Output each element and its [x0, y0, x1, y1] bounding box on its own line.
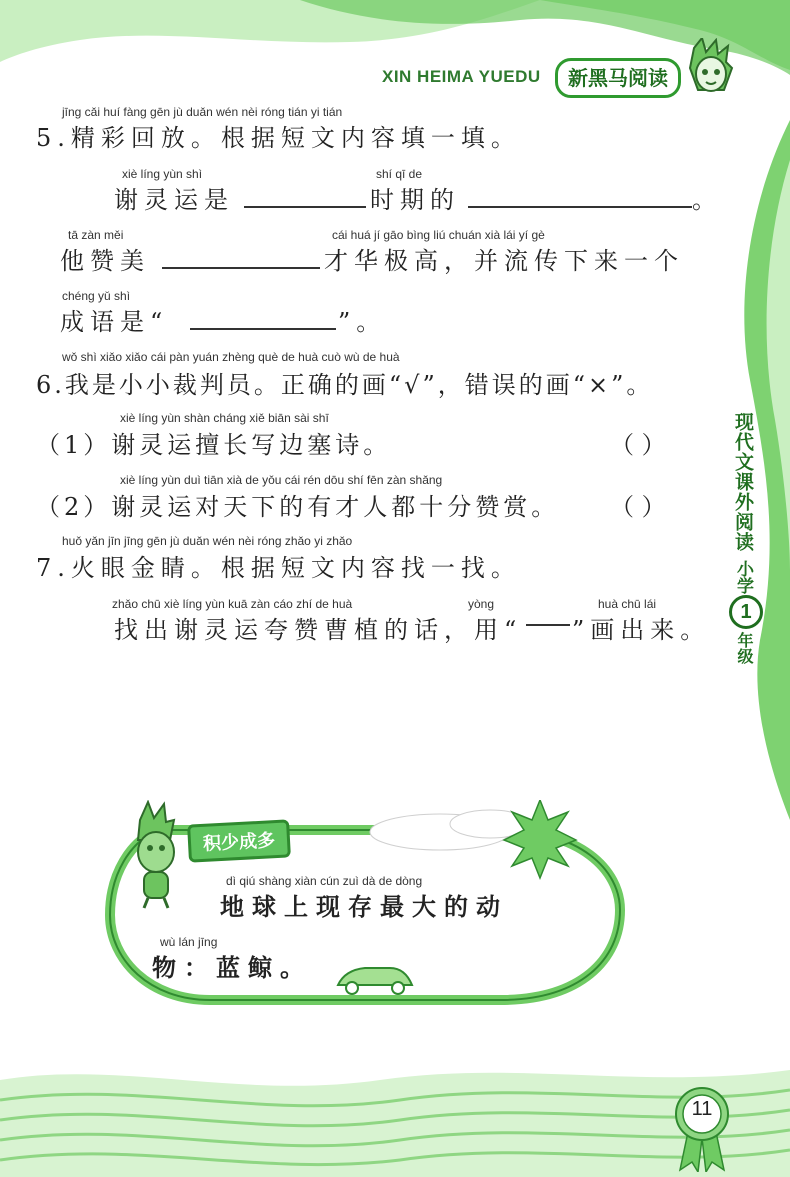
pinyin: wù lán jīng — [160, 935, 218, 949]
statement-text: （2）谢灵运对天下的有才人都十分赞赏。 — [36, 493, 560, 521]
statement-text: （1）谢灵运擅长写边塞诗。 — [36, 431, 392, 459]
sentence-text: 时期的 — [370, 186, 460, 214]
sentence-text: 成语是“ — [60, 308, 169, 336]
tip-text: 物：蓝鲸。 — [152, 953, 312, 982]
pinyin: tā zàn měi — [68, 228, 124, 242]
tip-label-badge: 积少成多 — [187, 819, 291, 862]
page-number-badge-icon — [672, 1082, 732, 1172]
brand-chinese-logo: 新黑马阅读 — [555, 58, 681, 98]
judgement-box-1[interactable]: （ ） — [610, 431, 666, 459]
side-school-level: 小学 — [733, 560, 753, 594]
pinyin: jīng cǎi huí fàng gēn jù duǎn wén nèi róng tián yi tián — [62, 105, 343, 119]
question-title: 6.我是小小裁判员。正确的画“√”，错误的画“×”。 — [36, 371, 654, 399]
pinyin: xiè líng yùn duì tiān xià de yǒu cái rén dōu shí fēn zàn shǎng — [120, 473, 443, 487]
side-book-title: 现代文课外阅读 — [732, 412, 754, 552]
judgement-box-2[interactable]: （ ） — [610, 493, 666, 521]
pinyin: yòng — [468, 597, 495, 611]
pinyin: dì qiú shàng xiàn cún zuì dà de dòng — [226, 874, 423, 888]
car-icon — [338, 968, 412, 994]
page-number: 11 — [691, 1098, 713, 1120]
pinyin: xiè líng yùn shì — [122, 167, 203, 181]
pinyin: chéng yǔ shì — [62, 289, 131, 303]
pinyin: shí qī de — [376, 167, 423, 181]
mascot-icon — [138, 802, 174, 908]
sentence-text: 找出谢灵运夸赞曹植的话，用“ — [114, 616, 523, 644]
sentence-text: 才华极高，并流传下来一个 — [324, 247, 684, 275]
question-title: 5.精彩回放。根据短文内容填一填。 — [36, 124, 521, 152]
side-grade-number: 1 — [729, 595, 763, 629]
tip-text: 地球上现存最大的动 — [220, 892, 508, 921]
brand-english-name: XIN HEIMA YUEDU — [382, 67, 541, 86]
pinyin: zhǎo chū xiè líng yùn kuā zàn cáo zhí de huà — [112, 597, 353, 611]
pinyin: cái huá jí gāo bìng liú chuán xià lái yí gè — [332, 228, 545, 242]
answer-blank-person[interactable] — [162, 267, 320, 269]
answer-blank-dynasty[interactable] — [244, 206, 366, 208]
side-grade-suffix: 年级 — [735, 632, 754, 664]
answer-blank-idiom[interactable] — [190, 328, 336, 330]
underline-sample — [526, 624, 570, 626]
pinyin: huǒ yǎn jīn jīng gēn jù duǎn wén nèi róng zhǎo yi zhǎo — [62, 534, 353, 548]
mascot-horse-icon — [688, 38, 734, 100]
sentence-text: ”画出来。 — [572, 616, 711, 644]
pinyin: huà chū lái — [598, 597, 657, 611]
pinyin: wǒ shì xiǎo xiǎo cái pàn yuán zhèng què de huà cuò wù de huà — [62, 350, 400, 364]
answer-blank-identity[interactable] — [468, 206, 692, 208]
pinyin: xiè líng yùn shàn cháng xiě biān sài shī — [120, 411, 329, 425]
question-title: 7.火眼金睛。根据短文内容找一找。 — [36, 554, 521, 582]
sentence-text: 他赞美 — [60, 247, 150, 275]
sentence-text: 谢灵运是 — [114, 186, 234, 214]
sentence-text: ”。 — [338, 308, 387, 336]
sentence-text: 。 — [692, 186, 722, 214]
